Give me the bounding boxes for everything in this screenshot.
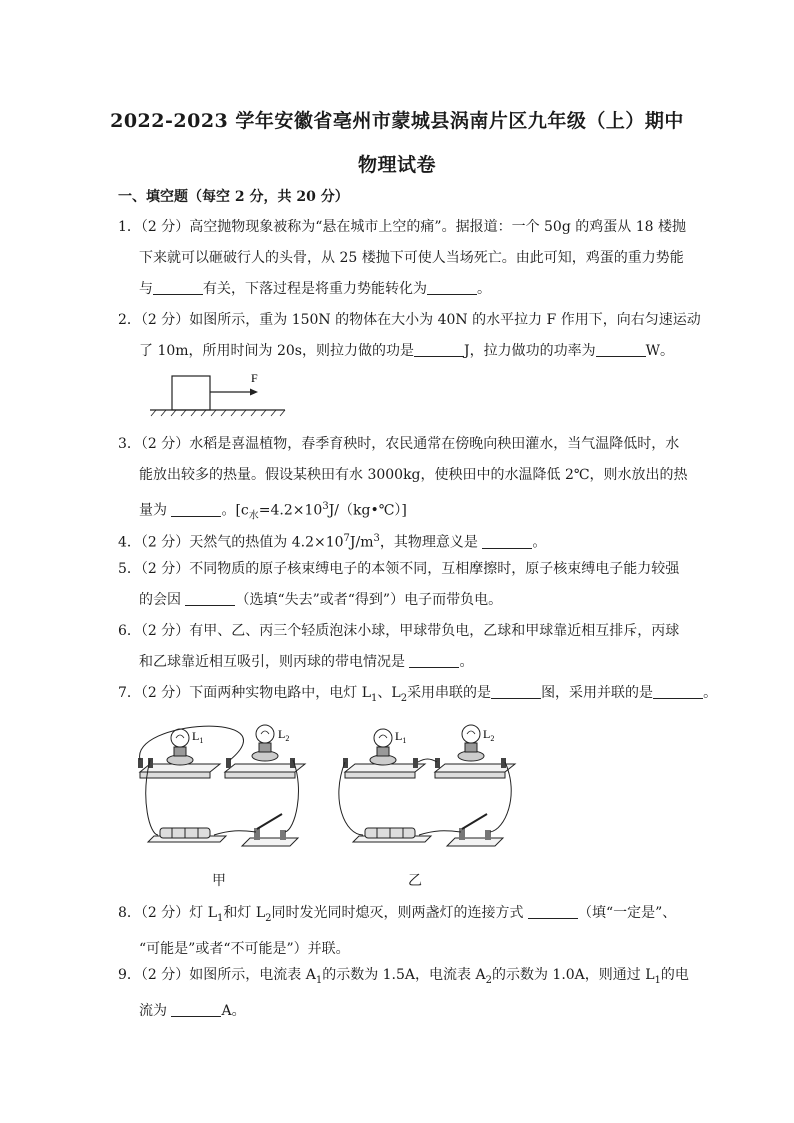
q4-text-a: 4．（2 分）天然气的热值为 4.2×10 — [118, 534, 344, 551]
q9-text-a: 9．（2 分）如图所示，电流表 A — [118, 967, 316, 983]
q9-text-f: A。 — [221, 1002, 246, 1019]
q9-sub3: 1 — [654, 974, 661, 986]
circuit-figure-yi — [335, 720, 525, 860]
q9-sub2: 2 — [485, 974, 492, 986]
q8-text-d: （填“一定是”、 — [577, 905, 677, 921]
bulb-2-icon — [458, 725, 484, 761]
q9-sub1: 1 — [315, 974, 323, 986]
answer-blank[interactable] — [427, 279, 477, 295]
caption-jia: 甲 — [212, 873, 226, 889]
q4-text-c: ，其物理意义是 — [379, 534, 483, 551]
section-heading: 一、填空题（每空 2 分，共 20 分） — [118, 189, 349, 205]
ground-hatching — [151, 410, 285, 416]
q9-line2 — [118, 996, 678, 1027]
q7-text-c: 采用串联的是 — [407, 685, 492, 701]
lamp1-label: $L_1$ — [395, 729, 407, 745]
q5-text-b: （选填“失去”或者“得到”）电子而带负电。 — [235, 592, 503, 608]
question-2 — [118, 305, 701, 367]
q8-text-b: 和灯 L — [223, 905, 266, 921]
q7-sub2: 2 — [400, 692, 408, 704]
q4-sup1: 7 — [343, 533, 350, 544]
q6-line2 — [118, 647, 678, 678]
q2-text-a: 了 10m，所用时间为 20s，则拉力做的功是 — [139, 343, 414, 359]
q9-text-b: 的示数为 1.5A，电流表 A — [322, 967, 486, 983]
q3-text-b: 。[c — [221, 502, 249, 519]
question-5 — [118, 554, 678, 616]
q2-force-figure — [150, 368, 290, 418]
q7-text-a: 7．（2 分）下面两种实物电路中，电灯 L — [118, 685, 372, 701]
q5-line1: 5．（2 分）不同物质的原子核束缚电子的本领不同，互相摩擦时，原子核束缚电子能力较强 — [118, 561, 680, 577]
q1-line3 — [118, 274, 678, 305]
lamp2-label: $L_2$ — [483, 727, 495, 743]
q8-sub1: 1 — [217, 912, 224, 924]
q6-text-b: 。 — [459, 654, 474, 670]
q4-text-d: 。 — [532, 534, 547, 551]
q2-text-b: J，拉力做功的功率为 — [464, 343, 596, 359]
question-8 — [118, 898, 678, 965]
answer-blank[interactable] — [409, 652, 459, 668]
q8-line2: “可能是”或者“不可能是”）并联。 — [139, 940, 350, 957]
answer-blank[interactable] — [171, 501, 221, 517]
q3-sup: 3 — [322, 501, 329, 512]
bulb-1-icon — [167, 729, 193, 765]
block — [172, 376, 210, 410]
exam-title-line1: 2022-2023 学年安徽省亳州市蒙城县涡南片区九年级（上）期中 — [110, 110, 684, 132]
caption-yi: 乙 — [408, 873, 422, 889]
answer-blank[interactable] — [171, 1001, 221, 1017]
q6-line1: 6．（2 分）有甲、乙、丙三个轻质泡沫小球，甲球带负电，乙球和甲球靠近相互排斥，丙球 — [118, 623, 680, 639]
q8-sub2: 2 — [265, 912, 272, 924]
q1-text-a: 与 — [139, 281, 153, 297]
bulb-2-icon — [252, 725, 278, 761]
answer-blank[interactable] — [528, 903, 578, 919]
q1-text-b: 有关，下落过程是将重力势能转化为 — [203, 281, 427, 297]
question-7 — [118, 678, 718, 714]
q3-sub: 水 — [248, 510, 259, 522]
q9-text-e: 流为 — [139, 1002, 172, 1019]
question-1 — [118, 212, 686, 305]
q4-text-b: J/m — [349, 534, 374, 551]
switch-icon — [242, 814, 298, 846]
q9-text-d: 的电 — [660, 967, 689, 983]
q7-text-b: 、L — [377, 685, 401, 701]
q3-line2: 能放出较多的热量。假设某秧田有水 3000kg，使秧田中的水温降低 2℃，则水放出的热 — [139, 467, 688, 483]
question-9 — [118, 960, 689, 1027]
q8-text-a: 8．（2 分）灯 L — [118, 905, 218, 921]
q1-line2: 下来就可以砸破行人的头骨，从 25 楼抛下可使人当场死亡。由此可知，鸡蛋的重力势能 — [139, 250, 684, 266]
q7-line1 — [118, 678, 718, 714]
answer-blank[interactable] — [491, 683, 541, 699]
q3-text-d: J/（kg•℃）] — [328, 502, 407, 519]
q4-sup2: 3 — [373, 533, 380, 544]
q2-text-c: W。 — [645, 343, 675, 359]
q8-line1 — [118, 898, 678, 934]
answer-blank[interactable] — [153, 279, 203, 295]
force-arrow-head — [250, 389, 258, 396]
q9-text-c: 的示数为 1.0A，则通过 L — [491, 967, 655, 983]
answer-blank[interactable] — [653, 683, 703, 699]
answer-blank[interactable] — [596, 341, 646, 357]
q2-line2 — [118, 336, 678, 367]
q9-line1 — [118, 960, 689, 996]
q7-sub1: 1 — [371, 692, 378, 704]
q3-text-a: 量为 — [139, 502, 172, 519]
lamp2-label: $L_2$ — [278, 727, 290, 743]
q7-text-d: 图，采用并联的是 — [541, 685, 654, 701]
bulb-1-icon — [370, 729, 396, 765]
force-label: F — [251, 371, 258, 385]
answer-blank[interactable] — [482, 533, 532, 549]
q1-text-c: 。 — [477, 281, 491, 297]
circuit-figure-jia — [130, 720, 320, 860]
lamp1-label: $L_1$ — [192, 729, 204, 745]
exam-title-line2: 物理试卷 — [357, 154, 436, 176]
q3-line1: 3．（2 分）水稻是喜温植物，春季育秧时，农民通常在傍晚向秧田灌水，当气温降低时，水 — [118, 436, 680, 452]
q1-line1: 1．（2 分）高空抛物现象被称为“悬在城市上空的痛”。据报道：一个 50g 的鸡蛋从 18 楼抛 — [118, 219, 686, 235]
answer-blank[interactable] — [414, 341, 464, 357]
q5-line2 — [118, 585, 678, 616]
q6-text-a: 和乙球靠近相互吸引，则丙球的带电情况是 — [139, 654, 410, 670]
q7-text-e: 。 — [703, 685, 718, 701]
q8-text-c: 同时发光同时熄灭，则两盏灯的连接方式 — [271, 905, 528, 921]
q5-text-a: 的会因 — [139, 592, 186, 608]
question-6 — [118, 616, 678, 678]
q3-text-c: =4.2×10 — [258, 502, 323, 519]
answer-blank[interactable] — [185, 590, 235, 606]
question-3 — [118, 429, 688, 531]
q2-line1: 2．（2 分）如图所示，重为 150N 的物体在大小为 40N 的水平拉力 F 作用下，向右匀速运动 — [118, 312, 701, 328]
